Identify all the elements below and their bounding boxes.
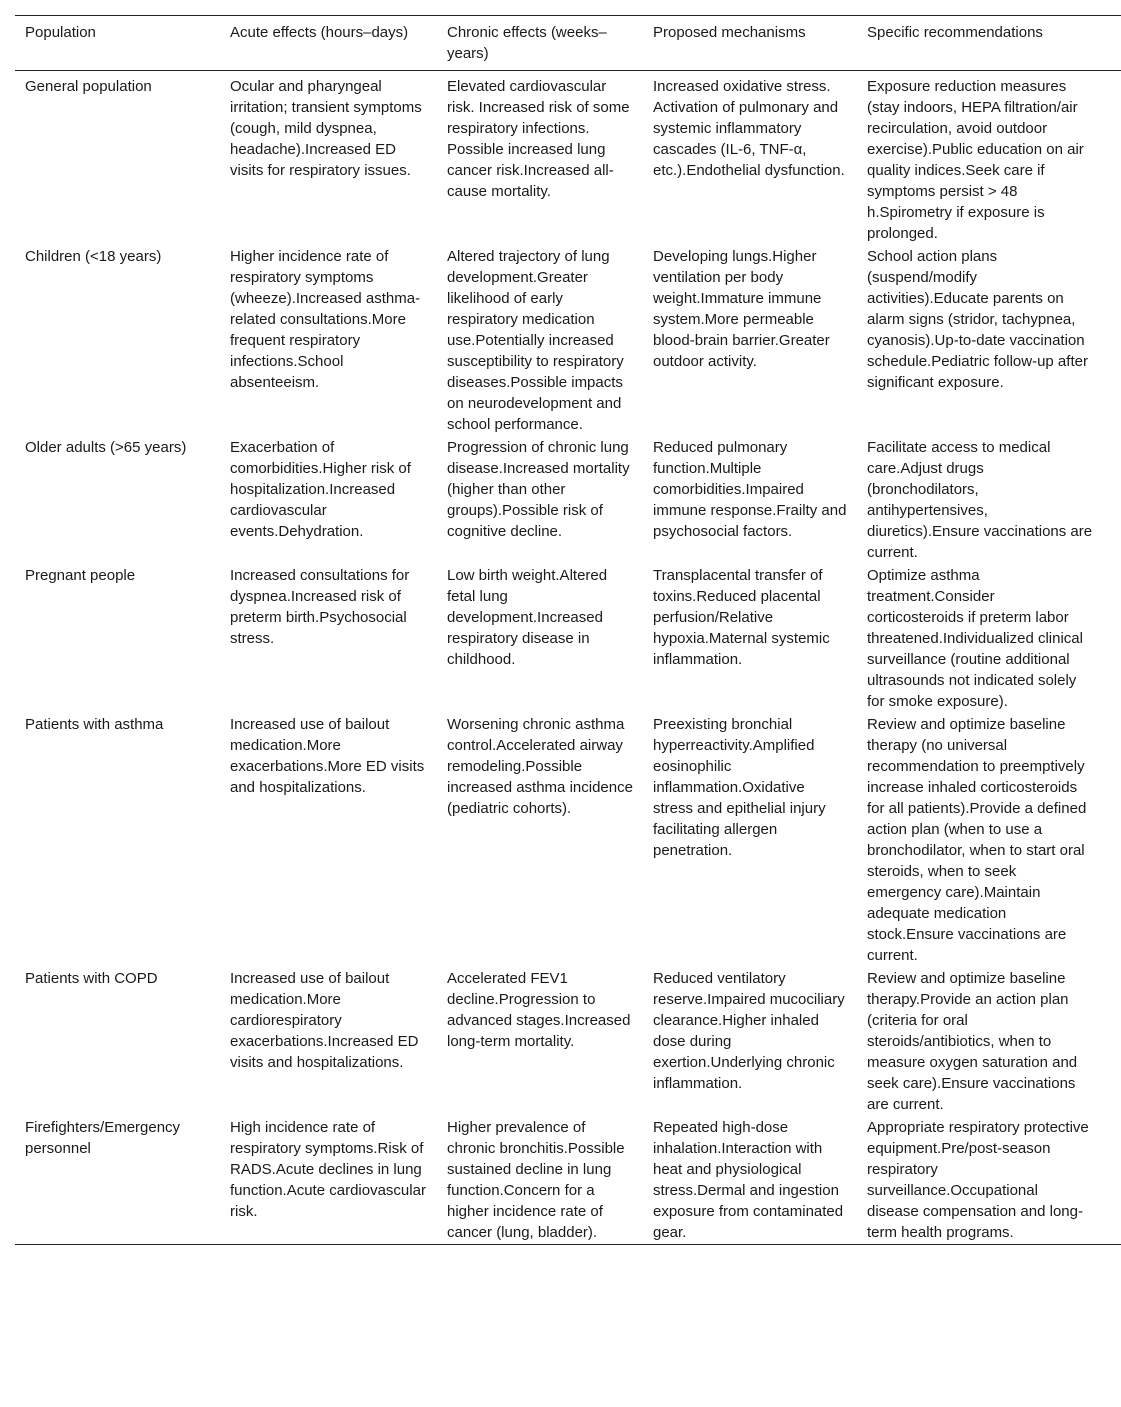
cell-chronic: Progression of chronic lung disease.Increased mortality (higher than other groups).Possible risk of cognitive decline. xyxy=(447,439,630,540)
cell-mechanisms: Increased oxidative stress. Activation of pulmonary and systemic inflammatory cascades (IL-6, TNF-α, etc.).Endothelial dysfunction. xyxy=(653,78,845,179)
cell-recommendations: Appropriate respiratory protective equipment.Pre/post-season respiratory surveillance.Occupational disease compensation and long-term health programs. xyxy=(867,1119,1089,1241)
cell-mechanisms: Reduced pulmonary function.Multiple comorbidities.Impaired immune response.Frailty and psychosocial factors. xyxy=(653,439,847,540)
cell-chronic: Accelerated FEV1 decline.Progression to advanced stages.Increased long-term mortality. xyxy=(447,970,631,1050)
cell-acute: Increased use of bailout medication.More cardiorespiratory exacerbations.Increased ED visits and hospitalizations. xyxy=(230,970,419,1071)
cell-population: Patients with COPD xyxy=(25,970,158,987)
cell-acute: Higher incidence rate of respiratory symptoms (wheeze).Increased asthma-related consultations.More frequent respiratory infections.School absenteeism. xyxy=(230,248,421,391)
cell-chronic: Elevated cardiovascular risk. Increased risk of some respiratory infections. Possible increased lung cancer risk.Increased all-cause mortality. xyxy=(447,78,630,200)
table-row xyxy=(15,436,1121,564)
cell-chronic: Altered trajectory of lung development.Greater likelihood of early respiratory medication use.Potentially increased susceptibility to respiratory diseases.Possible impacts on neurodevelopment and school performance. xyxy=(447,248,624,433)
cell-mechanisms: Transplacental transfer of toxins.Reduced placental perfusion/Relative hypoxia.Maternal systemic inflammation. xyxy=(653,567,830,668)
cell-acute: Increased consultations for dyspnea.Increased risk of preterm birth.Psychosocial stress. xyxy=(230,567,410,647)
cell-mechanisms: Developing lungs.Higher ventilation per body weight.Immature immune system.More permeable blood-brain barrier.Greater outdoor activity. xyxy=(653,248,830,370)
cell-mechanisms: Preexisting bronchial hyperreactivity.Amplified eosinophilic inflammation.Oxidative stress and epithelial injury facilitating allergen penetration. xyxy=(653,716,826,859)
table-row xyxy=(15,71,1121,246)
header-mechanisms: Proposed mechanisms xyxy=(653,24,806,41)
table-row xyxy=(15,245,1121,436)
cell-recommendations: School action plans (suspend/modify activities).Educate parents on alarm signs (stridor, tachypnea, cyanosis).Up-to-date vaccination schedule.Pediatric follow-up after significant exposure. xyxy=(867,248,1088,391)
cell-chronic: Worsening chronic asthma control.Accelerated airway remodeling.Possible increased asthma incidence (pediatric cohorts). xyxy=(447,716,633,817)
cell-population: General population xyxy=(25,78,152,95)
cell-acute: Ocular and pharyngeal irritation; transient symptoms (cough, mild dyspnea, headache).Increased ED visits for respiratory issues. xyxy=(230,78,422,179)
cell-recommendations: Review and optimize baseline therapy (no universal recommendation to preemptively increase inhaled corticosteroids for all patients).Provide a defined action plan (when to use a bronchodilator, when to start oral steroids, when to seek emergency care).Maintain adequate medication stock.Ensure vaccinations are current. xyxy=(867,716,1087,964)
table-row xyxy=(15,1116,1121,1245)
cell-recommendations: Review and optimize baseline therapy.Provide an action plan (criteria for oral steroids/antibiotics, when to measure oxygen saturation and seek care).Ensure vaccinations are current. xyxy=(867,970,1078,1113)
cell-recommendations: Optimize asthma treatment.Consider corticosteroids if preterm labor threatened.Individualized clinical surveillance (routine additional ultrasounds not indicated solely for smoke exposure). xyxy=(867,567,1083,710)
effects-table xyxy=(15,15,1121,1245)
cell-acute: Exacerbation of comorbidities.Higher risk of hospitalization.Increased cardiovascular events.Dehydration. xyxy=(230,439,411,540)
cell-population: Children (<18 years) xyxy=(25,248,162,265)
table-row xyxy=(15,713,1121,967)
header-population: Population xyxy=(25,24,96,41)
table-row xyxy=(15,564,1121,713)
cell-chronic: Low birth weight.Altered fetal lung development.Increased respiratory disease in childhood. xyxy=(447,567,608,668)
cell-population: Pregnant people xyxy=(25,567,136,584)
cell-population: Firefighters/Emergency personnel xyxy=(25,1119,181,1157)
cell-acute: Increased use of bailout medication.More exacerbations.More ED visits and hospitalizations. xyxy=(230,716,425,796)
cell-chronic: Higher prevalence of chronic bronchitis.Possible sustained decline in lung function.Concern for a higher incidence rate of cancer (lung, bladder). xyxy=(447,1119,625,1241)
cell-population: Older adults (>65 years) xyxy=(25,439,187,456)
cell-recommendations: Exposure reduction measures (stay indoors, HEPA filtration/air recirculation, avoid outdoor exercise).Public education on air quality indices.Seek care if symptoms persist > 48 h.Spirometry if exposure is prolonged. xyxy=(867,78,1084,242)
header-recommendations: Specific recommendations xyxy=(867,24,1043,41)
cell-recommendations: Facilitate access to medical care.Adjust drugs (bronchodilators, antihypertensives, diuretics).Ensure vaccinations are current. xyxy=(867,439,1093,561)
cell-mechanisms: Repeated high-dose inhalation.Interaction with heat and physiological stress.Dermal and ingestion exposure from contaminated gear. xyxy=(653,1119,844,1241)
cell-acute: High incidence rate of respiratory symptoms.Risk of RADS.Acute declines in lung function.Acute cardiovascular risk. xyxy=(230,1119,426,1220)
header-acute-effects: Acute effects (hours–days) xyxy=(230,24,409,41)
header-chronic-effects: Chronic effects (weeks–years) xyxy=(447,24,607,62)
table-row xyxy=(15,967,1121,1116)
header-row xyxy=(15,16,1121,71)
cell-mechanisms: Reduced ventilatory reserve.Impaired mucociliary clearance.Higher inhaled dose during exertion.Underlying chronic inflammation. xyxy=(653,970,845,1092)
cell-population: Patients with asthma xyxy=(25,716,164,733)
